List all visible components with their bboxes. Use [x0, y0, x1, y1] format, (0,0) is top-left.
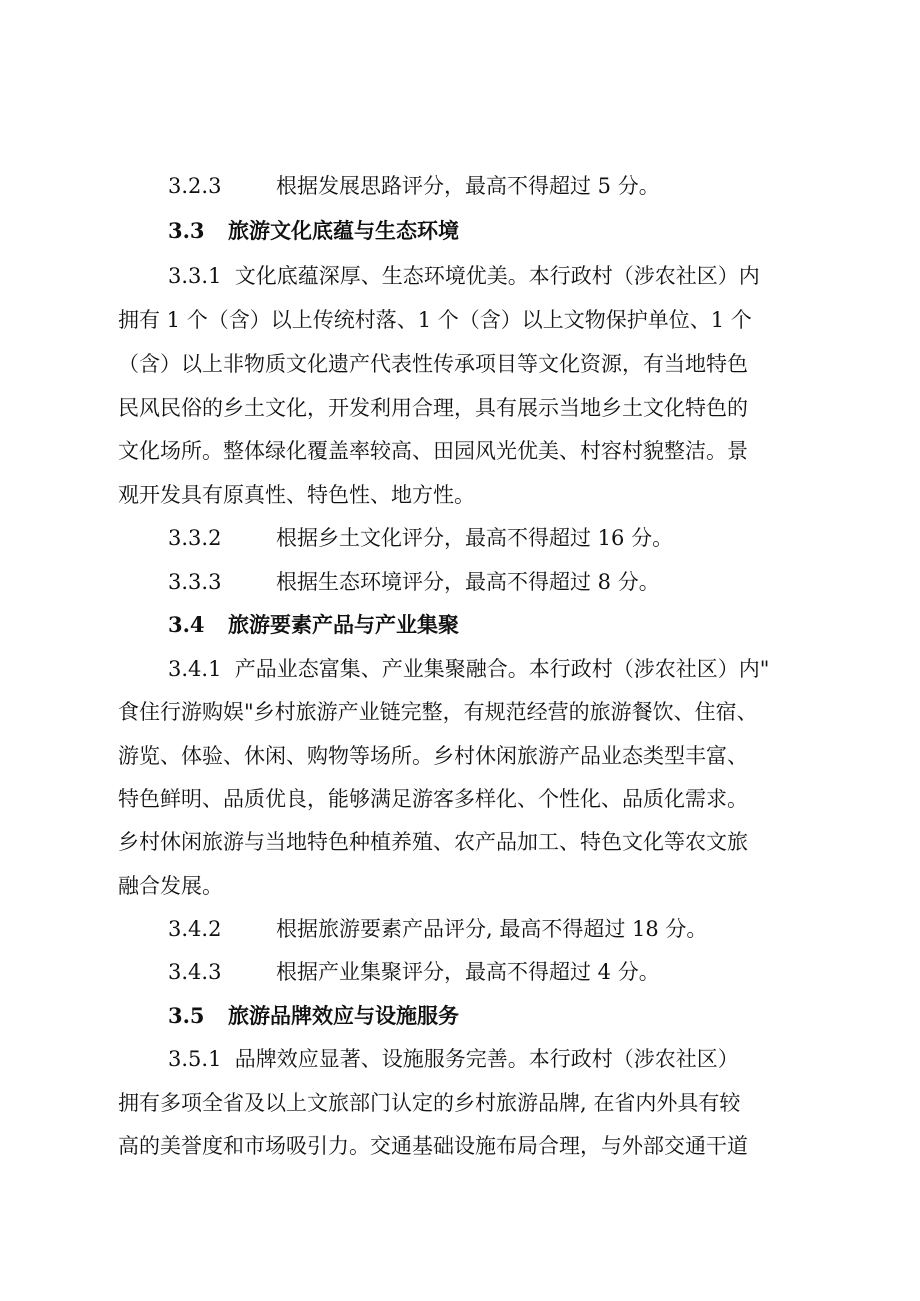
clause-3-4-1-line-1	[168, 655, 769, 683]
clause-3-5-1-line-1	[168, 1045, 739, 1073]
paragraph-line: 高的美誉度和市场吸引力。交通基础设施布局合理，与外部交通干道	[118, 1134, 748, 1158]
paragraph-line: 特色鲜明、品质优良，能够满足游客多样化、个性化、品质化需求。	[118, 787, 748, 811]
paragraph-line: 民风民俗的乡土文化，开发利用合理，具有展示当地乡土文化特色的	[118, 396, 748, 420]
clause-number: 3.3.3	[168, 570, 222, 594]
clause-number: 3.4.3	[168, 960, 222, 984]
paragraph-line: 文化底蕴深厚、生态环境优美。本行政村（涉农社区）内	[234, 264, 760, 288]
paragraph-line: 拥有多项全省及以上文旅部门认定的乡村旅游品牌, 在省内外具有较	[118, 1091, 741, 1115]
section-heading-3-5	[168, 1002, 459, 1030]
section-heading-3-4	[168, 611, 459, 639]
paragraph-line: 文化场所。整体绿化覆盖率较高、田园风光优美、村容村貌整洁。景	[118, 439, 748, 463]
paragraph-line: 观开发具有原真性、特色性、地方性。	[118, 483, 475, 507]
paragraph-line: 拥有 1 个（含）以上传统村落、1 个（含）以上文物保护单位、1 个	[118, 308, 752, 332]
clause-number: 3.2.3	[168, 174, 222, 198]
paragraph-line: 融合发展。	[118, 874, 223, 898]
clause-text: 根据生态环境评分，最高不得超过 8 分。	[276, 570, 660, 594]
clause-text: 根据乡土文化评分，最高不得超过 16 分。	[276, 526, 674, 550]
section-title: 旅游文化底蕴与生态环境	[228, 218, 459, 243]
clause-3-3-2	[168, 524, 673, 552]
paragraph-line: 游览、体验、休闲、购物等场所。乡村休闲旅游产品业态类型丰富、	[118, 744, 748, 768]
clause-number: 3.3.2	[168, 526, 222, 550]
paragraph-line: 品牌效应显著、设施服务完善。本行政村（涉农社区）	[234, 1047, 739, 1071]
section-number: 3.3	[168, 218, 205, 243]
clause-text: 根据旅游要素产品评分, 最高不得超过 18 分。	[276, 917, 708, 941]
section-heading-3-3	[168, 217, 459, 245]
clause-number: 3.5.1	[168, 1047, 222, 1071]
clause-number: 3.4.2	[168, 917, 222, 941]
section-title: 旅游要素产品与产业集聚	[228, 612, 459, 637]
clause-3-4-3	[168, 958, 660, 986]
clause-3-4-2	[168, 915, 707, 943]
clause-3-3-1-line-1	[168, 262, 760, 290]
section-number: 3.4	[168, 612, 205, 637]
clause-text: 根据产业集聚评分，最高不得超过 4 分。	[276, 960, 660, 984]
clause-3-2-3	[168, 172, 660, 200]
paragraph-line: 食住行游购娱"乡村旅游产业链完整，有规范经营的旅游餐饮、住宿、	[118, 700, 758, 724]
paragraph-line: 产品业态富集、产业集聚融合。本行政村（涉农社区）内"	[234, 657, 770, 681]
clause-text: 根据发展思路评分，最高不得超过 5 分。	[276, 174, 660, 198]
clause-number: 3.3.1	[168, 264, 222, 288]
section-number: 3.5	[168, 1003, 205, 1028]
clause-3-3-3	[168, 568, 660, 596]
clause-number: 3.4.1	[168, 657, 222, 681]
section-title: 旅游品牌效应与设施服务	[228, 1003, 459, 1028]
paragraph-line: （含）以上非物质文化遗产代表性传承项目等文化资源，有当地特色	[118, 352, 748, 376]
paragraph-line: 乡村休闲旅游与当地特色种植养殖、农产品加工、特色文化等农文旅	[118, 830, 748, 854]
